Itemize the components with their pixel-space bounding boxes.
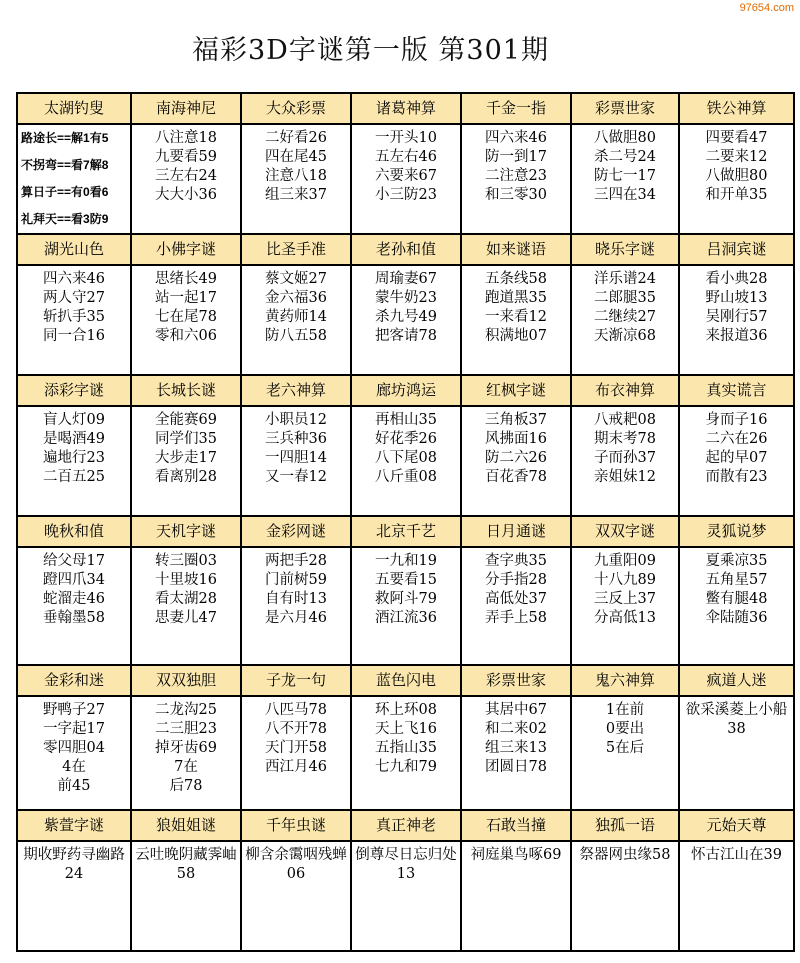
cell-header: 吕洞宾谜	[680, 235, 793, 266]
cell-body	[572, 697, 678, 758]
riddle-line: 九重阳09	[594, 553, 656, 569]
riddle-line: 来报道36	[705, 328, 768, 344]
riddle-line: 一开头10	[375, 130, 437, 146]
cell-header: 老孙和值	[352, 235, 460, 266]
riddle-line: 野鸭子27	[43, 702, 105, 718]
cell-header: 日月通谜	[462, 517, 570, 548]
riddle-line: 五指山35	[375, 740, 437, 756]
cell-header: 铁公神算	[680, 94, 793, 125]
riddle-cell	[679, 516, 794, 665]
cell-header: 双双字谜	[572, 517, 678, 548]
riddle-line: 又一春12	[265, 469, 327, 485]
riddle-line: 分手指28	[485, 572, 547, 588]
cell-body	[242, 266, 350, 346]
grid-row	[17, 665, 794, 810]
riddle-cell	[571, 375, 679, 516]
cell-body	[352, 697, 460, 777]
cell-body	[572, 125, 678, 205]
riddle-line: 小三防23	[375, 187, 437, 203]
riddle-line: 八斤重08	[375, 469, 437, 485]
riddle-line: 二继续27	[594, 309, 656, 325]
riddle-cell	[679, 234, 794, 375]
cell-body	[572, 407, 678, 487]
riddle-line: 掉牙齿69	[155, 740, 217, 756]
riddle-line: 0要出	[605, 721, 645, 737]
grid-row	[17, 93, 794, 234]
riddle-line: 八匹马78	[265, 702, 327, 718]
cell-header: 北京千艺	[352, 517, 460, 548]
cell-body	[242, 842, 350, 884]
riddle-line: 看小典28	[705, 271, 768, 287]
riddle-cell	[241, 665, 351, 810]
cell-body	[352, 407, 460, 487]
riddle-line: 垂翰墨58	[43, 610, 105, 626]
riddle-grid	[16, 92, 795, 952]
riddle-line: 防八五58	[265, 328, 327, 344]
riddle-line: 蛇溜走46	[43, 591, 105, 607]
riddle-line: 起的早07	[705, 450, 768, 466]
riddle-line: 防一到17	[485, 149, 547, 165]
riddle-line: 吴刚行57	[705, 309, 768, 325]
riddle-line: 五角星57	[705, 572, 768, 588]
riddle-line: 四在尾45	[265, 149, 327, 165]
riddle-line: 遍地行23	[43, 450, 105, 466]
riddle-cell	[17, 516, 131, 665]
riddle-line: 天上飞16	[375, 721, 437, 737]
riddle-line: 环上环08	[375, 702, 437, 718]
riddle-line: 其居中67	[485, 702, 547, 718]
riddle-line: 零四胆04	[43, 740, 105, 756]
riddle-line: 分高低13	[594, 610, 656, 626]
riddle-line: 而散有23	[705, 469, 768, 485]
cell-body	[572, 266, 678, 346]
cell-header: 红枫字谜	[462, 376, 570, 407]
cell-body	[352, 842, 460, 884]
riddle-line: 杀九号49	[375, 309, 437, 325]
riddle-line: 一四胆14	[265, 450, 327, 466]
cell-body	[352, 125, 460, 205]
riddle-line: 七在尾78	[155, 309, 217, 325]
riddle-line: 和开单35	[705, 187, 768, 203]
riddle-line: 一字起17	[43, 721, 105, 737]
cell-header: 湖光山色	[18, 235, 130, 266]
cell-body	[462, 842, 570, 865]
cell-body	[18, 842, 130, 884]
riddle-line: 四六来46	[43, 271, 105, 287]
cell-header: 长城长谜	[132, 376, 240, 407]
cell-body	[18, 697, 130, 796]
cell-body	[352, 548, 460, 628]
riddle-line: 怀古江山在39	[691, 847, 782, 863]
riddle-line: 5在后	[605, 740, 645, 756]
riddle-line: 八做胆80	[594, 130, 656, 146]
riddle-line: 九要看59	[155, 149, 217, 165]
riddle-line: 全能赛69	[155, 412, 217, 428]
cell-body	[680, 407, 793, 487]
riddle-cell	[571, 810, 679, 951]
riddle-line: 周瑜妻67	[375, 271, 437, 287]
riddle-cell	[131, 516, 241, 665]
riddle-cell	[17, 810, 131, 951]
riddle-cell	[241, 810, 351, 951]
cell-body	[462, 697, 570, 777]
riddle-line: 二要来12	[705, 149, 768, 165]
riddle-line: 和三零30	[485, 187, 547, 203]
grid-row	[17, 516, 794, 665]
cell-body	[680, 548, 793, 628]
riddle-cell	[241, 234, 351, 375]
riddle-cell	[241, 93, 351, 234]
riddle-cell	[17, 93, 131, 234]
riddle-line: 夏乘凉35	[705, 553, 768, 569]
riddle-cell	[351, 93, 461, 234]
cell-header: 千年虫谜	[242, 811, 350, 842]
riddle-line: 期末考78	[594, 431, 656, 447]
cell-header: 蓝色闪电	[352, 666, 460, 697]
riddle-line: 子而孙37	[594, 450, 656, 466]
cell-header: 元始天尊	[680, 811, 793, 842]
riddle-line: 弄手上58	[485, 610, 547, 626]
riddle-line: 再相山35	[375, 412, 437, 428]
riddle-cell	[131, 93, 241, 234]
riddle-line: 救阿斗79	[375, 591, 437, 607]
cell-body	[132, 407, 240, 487]
riddle-line: 转三圈03	[155, 553, 217, 569]
riddle-line: 把客请78	[375, 328, 437, 344]
riddle-line: 门前树59	[265, 572, 327, 588]
cell-header: 晓乐字谜	[572, 235, 678, 266]
cell-header: 金彩网谜	[242, 517, 350, 548]
riddle-line: 三兵种36	[265, 431, 327, 447]
riddle-line: 野山坡13	[705, 290, 768, 306]
riddle-cell	[679, 375, 794, 516]
riddle-line: 查字典35	[485, 553, 547, 569]
riddle-line: 八做胆80	[705, 168, 768, 184]
riddle-line: 金六福36	[265, 290, 327, 306]
riddle-cell	[461, 810, 571, 951]
riddle-cell	[679, 665, 794, 810]
riddle-line: 前45	[57, 778, 91, 794]
cell-body	[18, 407, 130, 487]
riddle-line: 看离别28	[155, 469, 217, 485]
riddle-line: 思妻儿47	[155, 610, 217, 626]
cell-header: 比圣手准	[242, 235, 350, 266]
cell-body	[572, 842, 678, 865]
riddle-line: 三反上37	[594, 591, 656, 607]
riddle-line: 二龙沟25	[155, 702, 217, 718]
riddle-line: 零和六06	[155, 328, 217, 344]
riddle-cell	[351, 665, 461, 810]
cell-header: 真实谎言	[680, 376, 793, 407]
riddle-cell	[351, 810, 461, 951]
riddle-line: 八不开78	[265, 721, 327, 737]
cell-body	[18, 548, 130, 628]
riddle-line: 八戒耙08	[594, 412, 656, 428]
cell-header: 廊坊鸿运	[352, 376, 460, 407]
riddle-line: 欲采溪菱上小船38	[685, 702, 788, 737]
riddle-line: 鳖有腿48	[705, 591, 768, 607]
riddle-line: 二百五25	[43, 469, 105, 485]
riddle-cell	[17, 375, 131, 516]
cell-header: 狼姐姐谜	[132, 811, 240, 842]
riddle-line: 斩扒手35	[43, 309, 105, 325]
riddle-line: 杀二号24	[594, 149, 656, 165]
riddle-line: 两把手28	[265, 553, 327, 569]
riddle-line: 黄药师14	[265, 309, 327, 325]
riddle-line: 二注意23	[485, 168, 547, 184]
cell-body	[132, 548, 240, 628]
riddle-line: 三左右24	[155, 168, 217, 184]
riddle-line: 倒尊尽日忘归处13	[355, 847, 457, 882]
riddle-line: 柳含余霭咽残蝉06	[245, 847, 347, 882]
riddle-line: 十八九89	[594, 572, 656, 588]
riddle-cell	[461, 516, 571, 665]
cell-body	[680, 697, 793, 739]
riddle-line: 盲人灯09	[43, 412, 105, 428]
cell-header: 鬼六神算	[572, 666, 678, 697]
riddle-line: 蹬四爪34	[43, 572, 105, 588]
cell-body	[242, 548, 350, 628]
riddle-cell	[461, 93, 571, 234]
riddle-line: 4在	[62, 759, 86, 775]
cell-body	[680, 125, 793, 205]
riddle-line: 大步走17	[155, 450, 217, 466]
riddle-line: 积满地07	[485, 328, 547, 344]
cell-header: 如来谜语	[462, 235, 570, 266]
header	[20, 10, 780, 88]
cell-body	[352, 266, 460, 346]
cell-body	[242, 697, 350, 777]
cell-header: 灵狐说梦	[680, 517, 793, 548]
cell-body	[462, 548, 570, 628]
riddle-line: 大大小36	[155, 187, 217, 203]
riddle-line: 小职员12	[265, 412, 327, 428]
riddle-cell	[17, 665, 131, 810]
riddle-cell	[131, 234, 241, 375]
riddle-line: 自有时13	[265, 591, 327, 607]
cell-body	[132, 842, 240, 884]
riddle-line: 注意八18	[265, 168, 327, 184]
riddle-line: 组三来37	[265, 187, 327, 203]
riddle-cell	[461, 234, 571, 375]
riddle-line: 伞陆随36	[705, 610, 768, 626]
riddle-line: 百花香78	[485, 469, 547, 485]
riddle-line: 和二来02	[485, 721, 547, 737]
riddle-line: 四要看47	[705, 130, 768, 146]
riddle-cell	[461, 375, 571, 516]
riddle-line: 天门开58	[265, 740, 327, 756]
riddle-line: 1在前	[605, 702, 645, 718]
riddle-line: 礼拜天==看3防9	[21, 212, 109, 226]
cell-header: 诸葛神算	[352, 94, 460, 125]
grid-row	[17, 234, 794, 375]
cell-body	[680, 266, 793, 346]
cell-body	[18, 125, 130, 233]
riddle-cell	[241, 375, 351, 516]
riddle-line: 好花季26	[375, 431, 437, 447]
riddle-cell	[351, 234, 461, 375]
grid-row	[17, 810, 794, 951]
cell-header: 小佛字谜	[132, 235, 240, 266]
riddle-line: 防七一17	[594, 168, 656, 184]
riddle-cell	[571, 234, 679, 375]
riddle-line: 不拐弯==看7解8	[21, 158, 109, 172]
riddle-line: 同一合16	[43, 328, 105, 344]
riddle-line: 给父母17	[43, 553, 105, 569]
riddle-cell	[461, 665, 571, 810]
riddle-line: 高低处37	[485, 591, 547, 607]
cell-header: 布衣神算	[572, 376, 678, 407]
riddle-line: 站一起17	[155, 290, 217, 306]
cell-body	[242, 125, 350, 205]
riddle-cell	[571, 93, 679, 234]
cell-header: 石敢当撞	[462, 811, 570, 842]
riddle-line: 十里坡16	[155, 572, 217, 588]
riddle-cell	[351, 375, 461, 516]
riddle-line: 路途长==解1有5	[21, 131, 109, 145]
riddle-line: 西江月46	[265, 759, 327, 775]
riddle-line: 组三来13	[485, 740, 547, 756]
riddle-line: 祠庭巢鸟啄69	[470, 847, 562, 863]
cell-body	[242, 407, 350, 487]
riddle-line: 蔡文姬27	[265, 271, 327, 287]
cell-header: 添彩字谜	[18, 376, 130, 407]
cell-body	[572, 548, 678, 628]
riddle-cell	[679, 93, 794, 234]
riddle-cell	[679, 810, 794, 951]
cell-header: 真正神老	[352, 811, 460, 842]
riddle-cell	[131, 810, 241, 951]
riddle-line: 亲姐妹12	[594, 469, 656, 485]
cell-header: 大众彩票	[242, 94, 350, 125]
riddle-line: 洋乐谱24	[594, 271, 656, 287]
riddle-line: 身而子16	[705, 412, 768, 428]
riddle-line: 七九和79	[375, 759, 437, 775]
riddle-line: 四六来46	[485, 130, 547, 146]
cell-header: 南海神尼	[132, 94, 240, 125]
riddle-line: 看太湖28	[155, 591, 217, 607]
riddle-line: 期收野药寻幽路24	[23, 847, 125, 882]
riddle-line: 六要来67	[375, 168, 437, 184]
riddle-line: 是喝酒49	[43, 431, 105, 447]
riddle-line: 天渐凉68	[594, 328, 656, 344]
riddle-line: 是六月46	[265, 610, 327, 626]
riddle-cell	[571, 665, 679, 810]
riddle-line: 二郎腿35	[594, 290, 656, 306]
cell-header: 彩票世家	[462, 666, 570, 697]
riddle-line: 五左右46	[375, 149, 437, 165]
cell-body	[132, 697, 240, 796]
riddle-cell	[351, 516, 461, 665]
cell-header: 太湖钓叟	[18, 94, 130, 125]
riddle-line: 二三胆23	[155, 721, 217, 737]
riddle-line: 后78	[169, 778, 203, 794]
riddle-line: 算日子==有0看6	[21, 185, 109, 199]
riddle-line: 风拂面16	[485, 431, 547, 447]
riddle-line: 两人守27	[43, 290, 105, 306]
riddle-line: 二六在26	[705, 431, 768, 447]
cell-header: 老六神算	[242, 376, 350, 407]
cell-header: 独孤一语	[572, 811, 678, 842]
riddle-line: 三四在34	[594, 187, 656, 203]
riddle-line: 一来看12	[485, 309, 547, 325]
cell-body	[462, 125, 570, 205]
riddle-line: 五条线58	[485, 271, 547, 287]
riddle-cell	[131, 665, 241, 810]
riddle-line: 防二六26	[485, 450, 547, 466]
cell-header: 晚秋和值	[18, 517, 130, 548]
riddle-cell	[241, 516, 351, 665]
cell-body	[18, 266, 130, 346]
cell-header: 千金一指	[462, 94, 570, 125]
cell-header: 疯道人迷	[680, 666, 793, 697]
cell-header: 子龙一句	[242, 666, 350, 697]
cell-header: 双双独胆	[132, 666, 240, 697]
cell-header: 天机字谜	[132, 517, 240, 548]
cell-header: 紫萱字谜	[18, 811, 130, 842]
riddle-line: 酒江流36	[375, 610, 437, 626]
site-watermark: 97654.com	[739, 2, 794, 14]
riddle-cell	[571, 516, 679, 665]
riddle-line: 八下尾08	[375, 450, 437, 466]
riddle-line: 五要看15	[375, 572, 437, 588]
cell-body	[132, 125, 240, 205]
riddle-line: 团圆日78	[485, 759, 547, 775]
riddle-line: 三角板37	[485, 412, 547, 428]
riddle-line: 一九和19	[375, 553, 437, 569]
riddle-line: 同学们35	[155, 431, 217, 447]
riddle-cell	[131, 375, 241, 516]
riddle-line: 云吐晚阴藏霁岫58	[135, 847, 237, 882]
cell-body	[462, 407, 570, 487]
page-title: 福彩3D字谜第一版 第301期	[192, 35, 549, 66]
cell-header: 金彩和迷	[18, 666, 130, 697]
riddle-line: 祭器网虫缘58	[579, 847, 671, 863]
riddle-line: 思绪长49	[155, 271, 217, 287]
cell-body	[132, 266, 240, 346]
riddle-line: 跑道黑35	[485, 290, 547, 306]
riddle-line: 7在	[174, 759, 198, 775]
riddle-line: 八注意18	[155, 130, 217, 146]
cell-body	[680, 842, 793, 865]
riddle-line: 二好看26	[265, 130, 327, 146]
cell-header: 彩票世家	[572, 94, 678, 125]
grid-row	[17, 375, 794, 516]
riddle-line: 蒙牛奶23	[375, 290, 437, 306]
riddle-cell	[17, 234, 131, 375]
cell-body	[462, 266, 570, 346]
